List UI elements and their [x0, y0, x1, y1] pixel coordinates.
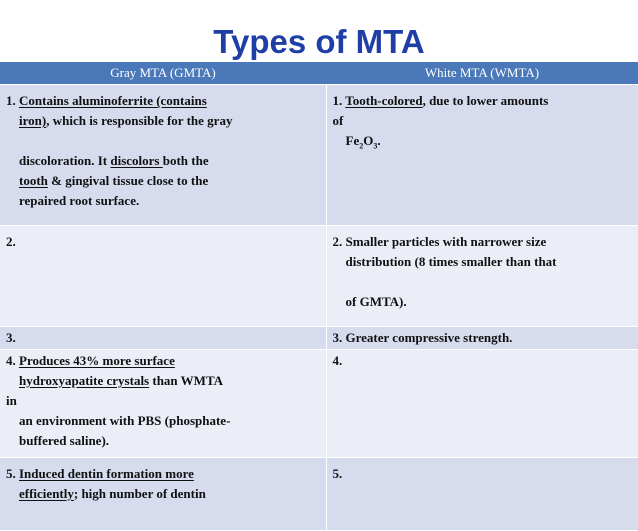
mta-comparison-table [0, 62, 638, 531]
header-white-mta: White MTA (WMTA) [326, 62, 638, 85]
row1-white-cell: 1. Tooth-colored, due to lower amounts of $Fe_2O_3$. [326, 85, 638, 226]
slide-title: Types of MTA [213, 23, 425, 60]
row5-gray-cell: 5. Induced dentin formation more efficiently; high number of dentin [0, 458, 326, 531]
row1-gray-cell: 1. Contains aluminoferrite (contains iron), which is responsible for the gray discoloration. It discolors both the tooth & gingival tissue close to the repaired root surface. [0, 85, 326, 226]
table-row [0, 458, 638, 531]
table-row [0, 85, 638, 226]
table-row [0, 327, 638, 350]
row3-white-cell: 3. Greater compressive strength. [326, 327, 638, 350]
row5-white-cell: 5. [326, 458, 638, 531]
row3-gray-cell: 3. [0, 327, 326, 350]
table-row [0, 350, 638, 458]
table-row [0, 226, 638, 327]
table-header-row [0, 62, 638, 85]
row4-gray-cell: 4. Produces 43% more surface hydroxyapatite crystals than WMTA in an environment with PBS (phosphate- buffered saline). [0, 350, 326, 458]
header-gray-mta: Gray MTA (GMTA) [0, 62, 326, 85]
row2-gray-cell: 2. [0, 226, 326, 327]
row4-white-cell: 4. [326, 350, 638, 458]
row2-white-cell: 2. Smaller particles with narrower size distribution (8 times smaller than that of GMTA). [326, 226, 638, 327]
